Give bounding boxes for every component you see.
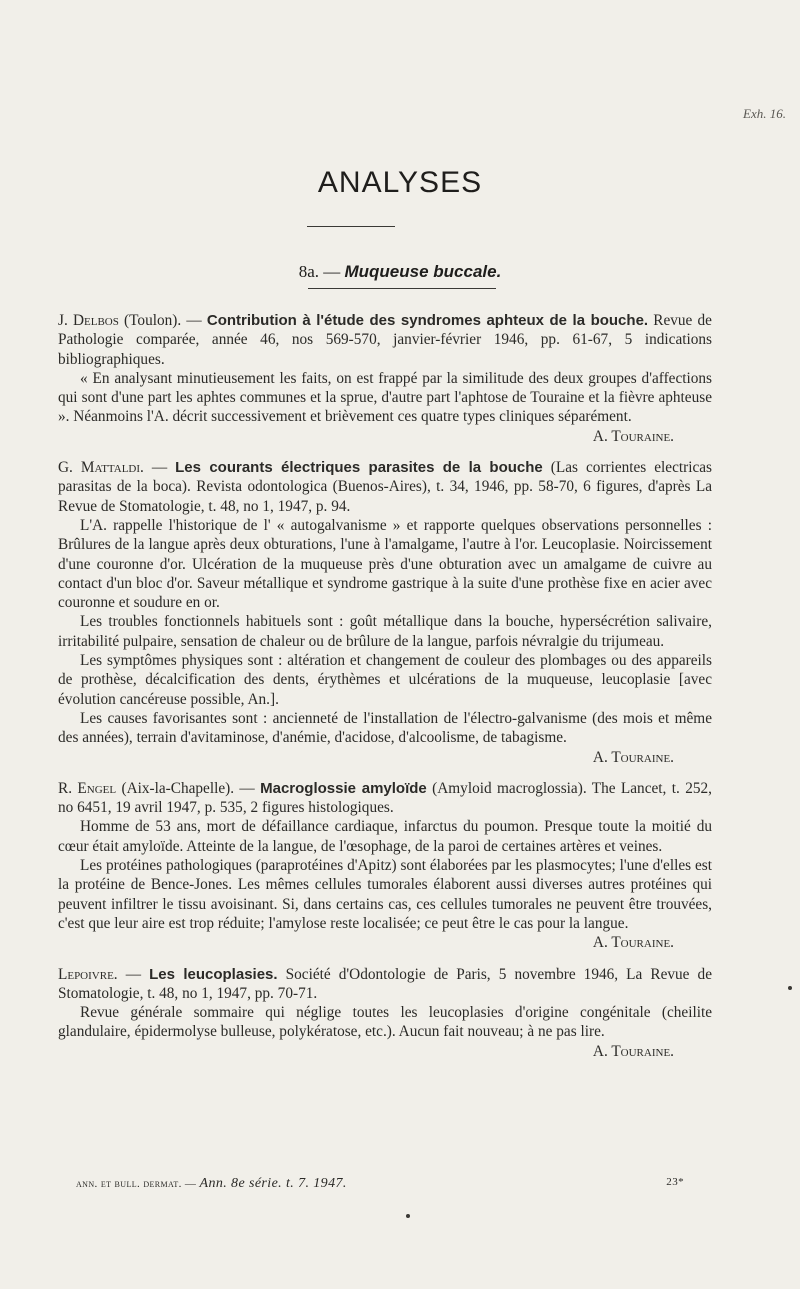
entry-reviewer: A. Touraine. — [592, 748, 674, 766]
entry-reviewer: A. Touraine. — [592, 1042, 674, 1060]
margin-dot — [406, 1214, 410, 1218]
entry-title: Les courants électriques parasites de la bouche — [175, 459, 543, 477]
entry-reference — [58, 311, 712, 369]
entry-authors: G. Mattaldi — [58, 459, 141, 477]
entry-source: Société d'Odontologie de Paris, 5 novembre 1946, La Revue de Stomatologie, t. 48, no 1, 1947, pp. 70-71. — [58, 965, 712, 1002]
entry-paragraph: Les symptômes physiques sont : altération et changement de couleur des plombages ou des appareils de prothèse, décalcification des dents, érythèmes et ulcérations de la muqueuse, leucoplasie [avec évolution cancéreuse possible, An.]. — [58, 652, 712, 708]
entry-title: Les leucoplasies. — [149, 965, 278, 983]
entry-title: Contribution à l'étude des syndromes aphteux de la bouche. — [206, 312, 649, 329]
entry-reference — [58, 965, 712, 1004]
entry-reference — [58, 779, 712, 818]
page-footer — [76, 1176, 684, 1192]
entry-reviewer: A. Touraine. — [592, 427, 674, 445]
entry-source: (Las corrientes electricas parasitas de la boca). Revista odontologica (Buenos-Aires), t. 34, 1946, pp. 58-70, 6 figures, d'après La Revue de Stomatologie, t. 48, no 1, 1947, p. 94. — [58, 459, 712, 515]
section-rule — [308, 288, 496, 289]
analysis-entry-engel — [58, 779, 712, 953]
entry-paragraph: Les causes favorisantes sont : ancienneté de l'installation de l'électro-galvanisme (des mois et même des années), terrain d'avitaminose, d'anémie, d'acidose, d'alcoolisme, de tabagisme. — [58, 709, 712, 747]
footer-label: ann. et bull. dermat. — — [76, 1178, 197, 1190]
margin-dot — [788, 986, 792, 990]
entry-authors: J. Delbos — [58, 312, 119, 329]
corner-mark: Exh. 16. — [743, 106, 786, 121]
entry-paragraph: Revue générale sommaire qui néglige toutes les leucoplasies d'origine congénitale (cheilite glandulaire, épidermolyse bulleuse, polykératose, etc.). Aucun fait nouveau; à ne pas lire. — [58, 1004, 712, 1041]
section-heading — [0, 262, 800, 282]
analysis-entry-delbos — [58, 311, 712, 446]
entry-authors: Lepoivre — [58, 965, 114, 983]
analyses-list — [58, 311, 712, 1073]
entry-paragraph: Les protéines pathologiques (paraprotéines d'Apitz) sont élaborées par les plasmocytes; l'une d'elles est la protéine de Bence-Jones. Les mêmes cellules tumorales élaborent aussi diverses autres protéines qui peuvent infiltrer le tissu avoisinant. Si, dans certains cas, ces cellules tumorales ne peuvent être trouvées, c'est que leur aire est trop réduite; l'amylose reste localisée; ce peut être le cas pour la langue. — [58, 857, 712, 932]
entry-paragraph: L'A. rappelle l'historique de l' « autogalvanisme » et rapporte quelques observations personnelles : Brûlures de la langue après deux obturations, l'une à l'amalgame, l'autre à l'or. Leucoplasie. Noircissement d'une couronne d'or. Ulcération de la muqueuse près d'une obturation avec un amalgame de cuivre au contact d'un bloc d'or. Saveur métallique et syndrome gastrique à la suite d'une prothèse fixe en acier avec couronne et soudure en or. — [58, 516, 712, 612]
entry-paragraph: Les troubles fonctionnels habituels sont : goût métallique dans la bouche, hypersécrétion salivaire, irritabilité pulpaire, sensation de chaleur ou de brûlure de la langue, parfois névralgie du trijumeau. — [58, 613, 712, 650]
entry-paragraph: « En analysant minutieusement les faits, on est frappé par la similitude des deux groupes d'affections qui sont d'une part les aphtes communes et la sprue, d'autre part l'aphtose de Touraine et la fièvre aphteuse ». Néanmoins l'A. décrit successivement et brièvement ces quatre types cliniques séparément. — [58, 369, 712, 426]
footer-page-number: 23* — [666, 1176, 684, 1188]
footer-journal: Ann. 8e série. t. 7. 1947. — [199, 1176, 347, 1191]
entry-affiliation: . — — [140, 459, 176, 477]
entry-affiliation: (Aix-la-Chapelle). — — [116, 779, 261, 797]
footer-left — [76, 1176, 347, 1192]
page-title: ANALYSES — [317, 166, 483, 199]
section-number: 8a. — [298, 262, 319, 281]
entry-title: Macroglossie amyloïde — [260, 779, 427, 797]
entry-source: Revue de Pathologie comparée, année 46, nos 569-570, janvier-février 1946, pp. 61-67, 5 indications bibliographiques. — [58, 312, 712, 368]
analysis-entry-lepoivre — [58, 965, 712, 1061]
entry-paragraph: Homme de 53 ans, mort de défaillance cardiaque, infarctus du poumon. Presque toute la moitié du cœur était amyloïde. Atteinte de la langue, de l'œsophage, de la paroi de certaines artères et veines. — [58, 818, 712, 855]
entry-affiliation: (Toulon). — — [118, 312, 207, 329]
title-rule — [307, 226, 395, 227]
entry-authors: R. Engel — [58, 779, 117, 797]
entry-affiliation: . — — [113, 965, 150, 983]
entry-reference — [58, 458, 712, 516]
entry-reviewer: A. Touraine. — [592, 934, 674, 952]
entry-source: (Amyloid macroglossia). The Lancet, t. 252, no 6451, 19 avril 1947, p. 535, 2 figures histologiques. — [58, 779, 712, 817]
section-dash: — — [323, 262, 341, 281]
analysis-entry-mattaldi — [58, 458, 712, 767]
section-name: Muqueuse buccale. — [344, 262, 502, 281]
